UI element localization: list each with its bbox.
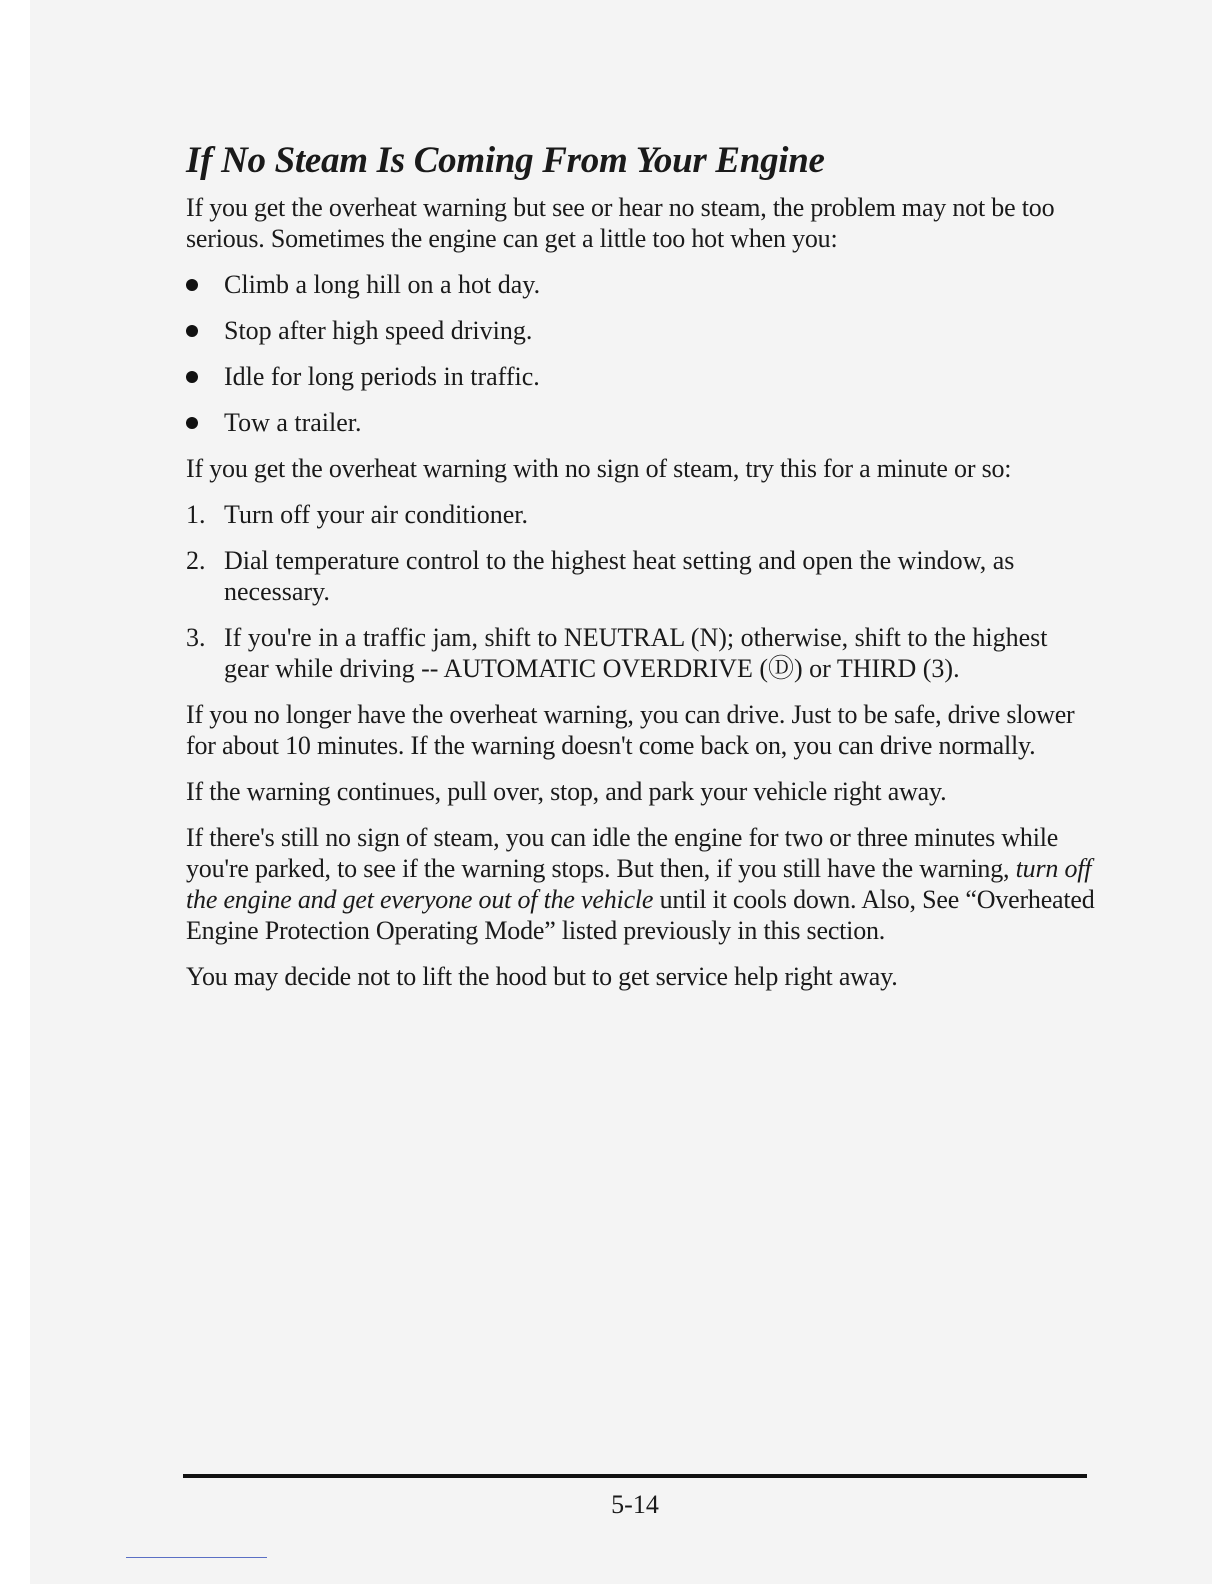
try-intro-paragraph: If you get the overheat warning with no sign of steam, try this for a minute or so: <box>186 454 1012 483</box>
list-item-text: Climb a long hill on a hot day. <box>224 270 541 299</box>
no-steam-text-start: If there's still no sign of steam, you can idle the engine for two or three minutes while you're parked, to see if the warning stops. But then, if you still have the warning, <box>186 823 1059 883</box>
bullet-icon <box>186 417 198 429</box>
no-warning-paragraph: If you no longer have the overheat warning, you can drive. Just to be safe, drive slower for about 10 minutes. If the warning doesn't come back on, you can drive normally. <box>186 700 1075 760</box>
step-item <box>186 499 1096 530</box>
section-title: If No Steam Is Coming From Your Engine <box>186 140 825 181</box>
page-left-margin <box>0 0 30 1584</box>
document-page <box>186 138 1096 1007</box>
no-steam-text-end: until it cools down. Also, See “Overheated Engine Protection Operating Mode” listed previously in this section. <box>186 885 1095 945</box>
warning-continues-paragraph: If the warning continues, pull over, stop, and park your vehicle right away. <box>186 777 947 806</box>
list-item <box>186 315 1096 346</box>
conditions-list <box>186 269 1096 438</box>
step-item <box>186 545 1096 607</box>
bullet-icon <box>186 279 198 291</box>
page-number: 5-14 <box>611 1490 659 1519</box>
bottom-link-underline <box>126 1557 267 1558</box>
step-item <box>186 622 1096 684</box>
footer-rule <box>183 1474 1087 1478</box>
bullet-icon <box>186 371 198 383</box>
page-right-margin <box>1212 0 1224 1584</box>
step-number: 3. <box>186 623 206 652</box>
step-text: Turn off your air conditioner. <box>224 500 529 529</box>
list-item-text: Stop after high speed driving. <box>224 316 533 345</box>
list-item <box>186 269 1096 300</box>
step-number: 2. <box>186 546 206 575</box>
intro-paragraph: If you get the overheat warning but see or hear no steam, the problem may not be too serious. Sometimes the engine can get a little too hot when you: <box>186 193 1055 253</box>
step-number: 1. <box>186 500 206 529</box>
step-text: Dial temperature control to the highest heat setting and open the window, as necessary. <box>224 546 1015 606</box>
no-steam-idle-paragraph <box>186 822 1096 946</box>
list-item <box>186 361 1096 392</box>
list-item <box>186 407 1096 438</box>
steps-list <box>186 499 1096 684</box>
step-text: If you're in a traffic jam, shift to NEUTRAL (N); otherwise, shift to the highest gear while driving -- AUTOMATIC OVERDRIVE (Ⓓ) or THIRD (3). <box>224 623 1048 683</box>
no-steam-italic-instruction: turn off the engine and get everyone out of the vehicle <box>186 854 1092 914</box>
bullet-icon <box>186 325 198 337</box>
list-item-text: Idle for long periods in traffic. <box>224 362 540 391</box>
list-item-text: Tow a trailer. <box>224 408 362 437</box>
service-paragraph: You may decide not to lift the hood but to get service help right away. <box>186 962 898 991</box>
